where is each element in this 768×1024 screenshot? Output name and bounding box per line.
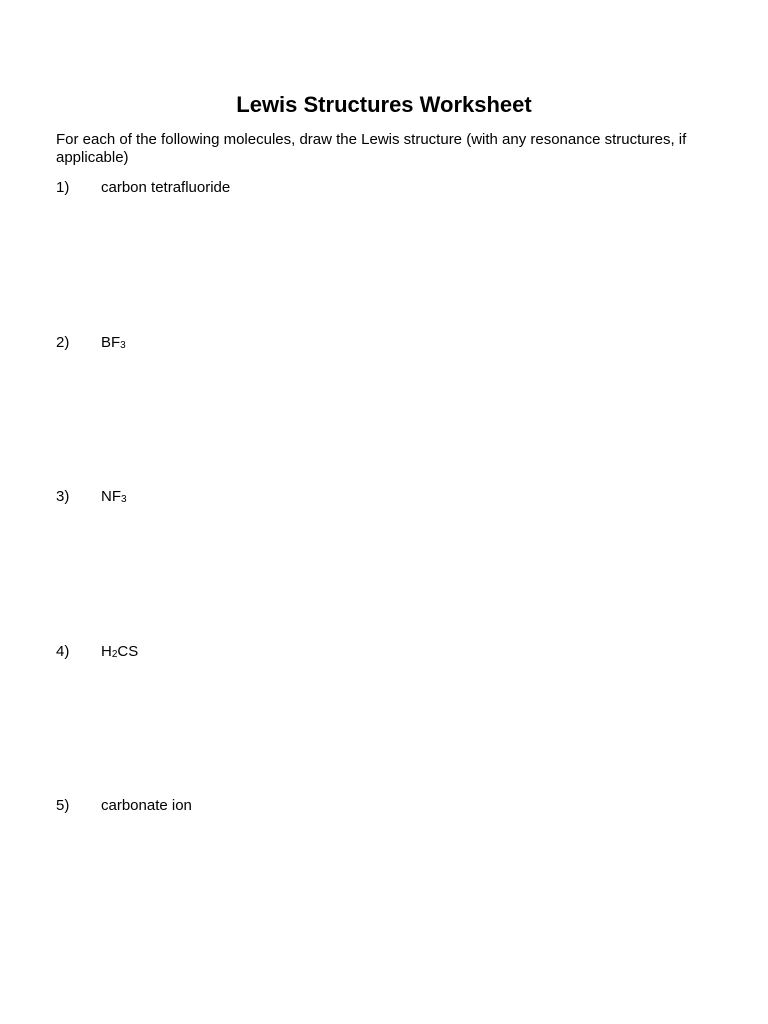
formula-pre: H: [101, 643, 112, 660]
page-title: Lewis Structures Worksheet: [236, 92, 532, 117]
formula-main: BF: [101, 334, 121, 351]
formula-post: CS: [117, 643, 139, 660]
question-number: 2): [56, 334, 70, 351]
question-formula: [101, 642, 138, 662]
question-number: 3): [56, 488, 70, 505]
question-number: 4): [56, 643, 70, 660]
formula-main: NF: [101, 488, 121, 505]
question-number: 5): [56, 797, 70, 814]
question-text: carbon tetrafluoride: [101, 179, 231, 196]
question-formula: [101, 487, 127, 507]
question-number: 1): [56, 179, 70, 196]
instructions-text: For each of the following molecules, draw the Lewis structure (with any resonance structures, if applicable): [56, 131, 687, 166]
question-formula: [101, 333, 126, 353]
question-text: carbonate ion: [101, 797, 192, 814]
formula-subscript: 3: [120, 340, 126, 351]
formula-subscript: 3: [121, 494, 127, 505]
formula-subscript: 2: [111, 649, 118, 660]
